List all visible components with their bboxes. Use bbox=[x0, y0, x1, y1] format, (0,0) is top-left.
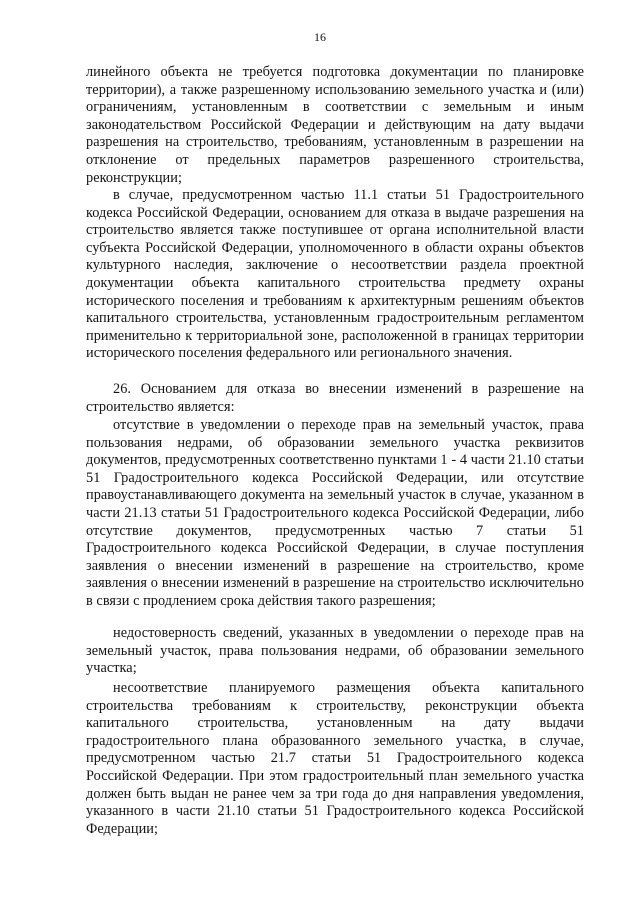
paragraph-historical-settlement: в случае, предусмотренном частью 11.1 статьи 51 Градостроительного кодекса Российской Федерации, основанием для отказа в выдаче разрешения на строительство является также поступившее от органа исполнительной власти субъекта Российской Федерации, уполномоченного в области охраны объектов культурного наследия, заключение о несоответствии раздела проектной документации объекта капитального строительства предмету охраны исторического поселения и требованиям к архитектурным решениям объектов капитального строительства, установленным градостроительным регламентом применительно к территориальной зоне, расположенной в границах территории исторического поселения федерального или регионального значения. bbox=[86, 187, 584, 362]
paragraph-missing-documents: отсутствие в уведомлении о переходе прав на земельный участок, права пользования недрами, об образовании земельного участка реквизитов документов, предусмотренных соответственно пунктами 1 - 4 части 21.10 статьи 51 Градостроительного кодекса Российской Федерации, или отсутствие правоустанавливающего документа на земельный участок в случае, указанном в части 21.13 статьи 51 Градостроительного кодекса Российской Федерации, либо отсутствие документов, предусмотренных частью 7 статьи 51 Градостроительного кодекса Российской Федерации, в случае поступления заявления о внесении изменений в разрешение на строительство, кроме заявления о внесении изменений в разрешение на строительство исключительно в связи с продлением срока действия такого разрешения; bbox=[86, 417, 584, 609]
paragraph-continuation: линейного объекта не требуется подготовка документации по планировке территории), а также разрешенному использованию земельного участка и (или) ограничениям, установленным в соответствии с земельным и иным законодательством Российской Федерации и действующим на дату выдачи разрешения на строительство, требованиям, установленным в разрешении на отклонение от предельных параметров разрешенного строительства, реконструкции; bbox=[86, 64, 584, 186]
page-number: 16 bbox=[314, 30, 326, 44]
paragraph-nonconformity: несоответствие планируемого размещения объекта капитального строительства требованиям к строительству, реконструкции объекта капитального строительства, установленным на дату выдачи градостроительного плана образованного земельного участка, в случае, предусмотренном частью 21.7 статьи 51 Градостроительного кодекса Российской Федерации. При этом градостроительный план земельного участка должен быть выдан не ранее чем за три года до дня направления уведомления, указанного в части 21.10 статьи 51 Градостроительного кодекса Российской Федерации; bbox=[86, 680, 584, 837]
paragraph-inaccurate-information: недостоверность сведений, указанных в уведомлении о переходе прав на земельный участок, права пользования недрами, об образовании земельного участка; bbox=[86, 625, 584, 677]
paragraph-clause-26: 26. Основанием для отказа во внесении изменений в разрешение на строительство является: bbox=[86, 381, 584, 415]
